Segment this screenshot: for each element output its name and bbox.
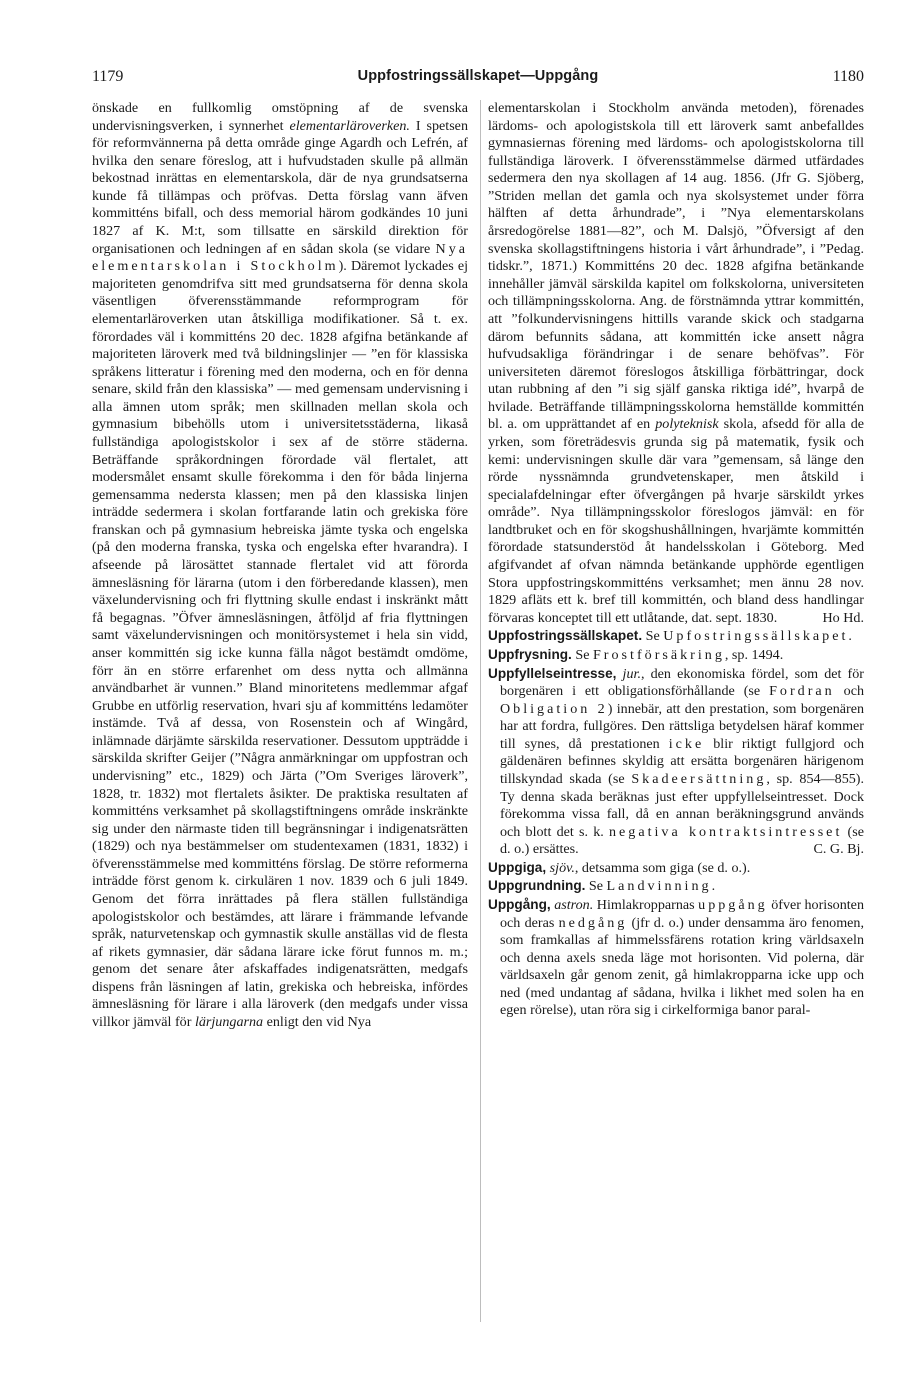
paragraph: [92, 100, 468, 1032]
text-run: , detsamma som giga (se d. o.).: [574, 859, 751, 876]
spaced-emphasis: uppgång: [698, 897, 768, 914]
text-run: elementarskolan i Stockholm använda metoden), förenades lärdoms- och apologistskola till ett läroverk samt anbefalldes gymnasiernas förening med lärdoms- och apologistskolorna till fullständiga läroverk. I öfverensstämmelse därmed utfärdades sedermera den nya skollagen af 14 aug. 1856. (Jfr G. Sjöberg, ”Striden mellan det gamla och nya skolsystemet under förra hälften af detta århundrade”, i ”Nya elementarskolans årsredogörelse 1881—82”, och M. Dalsjö, ”Öfversigt af den svenska skollagstiftningens historia i vårt århundrade”, i ”Pedag. tidskr.”, 1871.) Kommitténs 20 dec. 1828 afgifna betänkande innehåller jämväl särskilda kapitel om folkskolorna, universiteten och tillämpningsskolorna. Ang. de förstnämnda yttrar kommittén, att ”folkundervisningens hittills varande skick och stadgarna därom befunnits sådana, att kommittén icke ansett några hufvudsakliga förändringar i de senare behöfvas”. För universiteten däremot föreslogos åtskilliga förbättringar, dock utan rubbning af den ”i sig själf ganska riktiga idé”, hvarpå de hvilade. Beträffande tillämpningsskolorna hemställde kommittén bl. a. om upprättandet af en: [488, 100, 864, 433]
entry-headword: Uppgång,: [488, 897, 551, 913]
italic-term: lärjungarna: [194, 1014, 264, 1031]
text-run: öfver horisonten och deras: [500, 897, 864, 931]
spaced-emphasis: icke: [668, 735, 705, 752]
text-run: skola, afsedd för alla de yrken, som företrädesvis grunda sig på matematik, fysik och kemi: undervisningen skulle där vara ”gemensam, så länge den rörde nyssnämnda grundvetenskaper, men åtskild i specialafdelningar efter öfvergången på hvarje särskildt yrkes område”. Nya tillämpningsskolor föreslogos jämväl: en för landtbruket och en för skogshushållningen, hvarjämte kommittén förordade statsunderstöd åt handelsskolan i Göteborg. Med afgifvandet af ofvan nämnda betänkande upphörde egentligen Stora uppfostringskommitténs verksamhet; men ännu 28 nov. 1829 afläts ett k. bref till kommittén, och bland dess handlingar förvaras konceptet till ett utlåtande, dat. sept. 1830.: [488, 416, 864, 626]
italic-term: elementarläroverken.: [289, 117, 410, 134]
text-run: (se d. o.) ersättes.: [500, 823, 864, 858]
spaced-reference: Nya elementarskolan i Stockholm: [92, 240, 468, 275]
spaced-reference: Skadeersättning: [631, 770, 767, 787]
text-run: (jfr d. o.) under densamma äro fenomen, som framkallas af himmelssfärens rotation kring världsaxeln och denna axels sneda läge mot horisonten. Vid polerna, där världsaxeln går genom zenit, gå himlakropparna icke upp och ned (med undantag af sådana, hvilka i likhet med solen ha en egen rörelse), utan röra sig i cirkelformiga banor paral-: [500, 914, 864, 1019]
spaced-reference: Landvinning: [606, 878, 712, 895]
text-run: Se: [585, 878, 607, 895]
spaced-reference: Upfostringssällskapet: [663, 628, 849, 645]
right-column: [488, 100, 864, 1020]
entry-uppfyllelseintresse: [488, 665, 864, 859]
entry-headword: Uppfyllelseintresse,: [488, 665, 617, 681]
spaced-emphasis: nedgång: [558, 914, 628, 931]
entry-headword: Uppgrundning.: [488, 878, 586, 894]
entry-headword: Uppgiga,: [488, 859, 547, 875]
text-run: .: [848, 628, 852, 645]
text-run: Se: [571, 646, 593, 663]
spaced-reference: negativa kontraktsintresset: [609, 823, 843, 840]
text-run: ) innebär, att den prestation, som borgenären har att fordra, fullgöres. Den rättsliga betydelsen häraf kommer till synes, då prestationen: [500, 700, 864, 752]
spaced-reference: Fordran: [769, 683, 835, 700]
text-run: , sp. 854—855). Ty denna skada beräknas just efter uppfyllelseintresset. Dock förekomma vissa fall, då en annan beräkningsgrund används och blott det s. k.: [500, 770, 864, 840]
text-run: Se: [642, 628, 664, 645]
entry-uppgiga: [488, 859, 864, 878]
spaced-reference: Obligation 2: [500, 700, 608, 717]
italic-term: polyteknisk: [655, 416, 719, 433]
text-run: blir riktigt fullgjord och gäldenären befinnes skyldig att ersätta borgenären härigenom tillskyndad skada (se: [500, 735, 864, 787]
text-run: Himlakropparnas: [593, 897, 699, 914]
text-run: och: [834, 683, 865, 700]
entry-uppgang: [488, 896, 864, 1020]
italic-term: jur.: [616, 665, 641, 682]
author-signature: Ho Hd.: [822, 609, 864, 626]
author-signature: C. G. Bj.: [813, 841, 864, 858]
italic-term: astron.: [550, 897, 594, 914]
text-run: enligt den vid Nya: [263, 1014, 372, 1031]
column-divider: [480, 100, 481, 1322]
text-run: ). Däremot lyckades ej majoriteten genomdrifva sitt med grundsatserna för denna skola väsentligen öfverensstämmande reformprogram för elementarläroverken utan åtskilliga modifikationer. Så t. ex. förordades väl i kommitténs 20 dec. 1828 afgifna betänkande af majoriteten läroverk med två bildningslinjer — ”en för klassiska språkens litteratur i förening med den moderna, och en för denna senare, skild från den klassiska” — med gemensam undervisning i alla ämnen utom språk; men skillnaden mellan skola och gymnasium bibehölls utom i universitetsstäderna, likaså fullständiga apologistskolor i sex af de större städerna. Beträffande språkordningen förordade väl flertalet, att modersmålet ensamt skulle förekomma i den för båda linjerna gemensamma nedersta klassen; men på den klassiska linjen inträdde sedermera i skolan fortfarande latin och grekiska före franskan och på gymnasium hebreiska jämte tyska och engelska (på den moderna franska, tyska och engelska efter hvarandra). I afseende på lärosättet stannade flertalet vid att förorda ämnesläsning för lärarna (utom i den förberedande klassen), men växelundervisning och fri flyttning skulle endast i inskränkt mått få begagnas. ”Öfver ämnesläsningen, åtföljd af fria flyttningen samt växelundervisningen och monitörsystemet i hela sin vidd, anser kommittén sig icke kunna fälla något bestämdt omdöme, förr än en större erfarenhet om dess nytta och allmänna användbarhet är vunnen.” Bland minoritetens medlemmar afgaf Grubbe en utförlig reservation, hvari sju af kommitténs ledamöter instämde. Två af dessa, von Rosenstein och af Wingård, inlämnade därjämte särskilda reservationer. Dessutom uppträdde i särskilda skrifter Geijer (”Några anmärkningar om uppfostran och undervisning” etc., 1829) och Järta (”Om Sveriges läroverk”, 1828, tr. 1832) mot flertalets åsikter. De praktiska resultaten af kommitténs verksamhet på skollagstiftningens område inskränkte sig under den närmaste tiden till begränsningar i indigenatsrätten (1829) och nya bestämmelser om studentexamen (1831, 1832) i öfverensstämmelse med kommitténs förslag. De större reformerna inträdde först genom k. cirkulären 1 nov. 1839 och 6 juli 1849. Genom det förra inrättades på flera ställen fullständiga apologistskolor och bestämdes, att lärare i främmande lefvande språk, naturvetenskap och gymnastik skulle anställas vid de flesta af rikets gymnasier, där sådana lärare icke förut funnos m. m.; genom det senare åter afskaffades indigenatsrätten, medgafs dispens från läsningen af latin, grekiska och hebreiska, infördes ämnesläsning för lärare i alla läroverk (den medgafs under vissa villkor jämväl för: [92, 258, 469, 1031]
text-run: I spetsen för reformvännerna på detta område ginge Agardh och Lefrén, af hvilka den senare föreslog, att i hufvudstaden skulle på allmän bekostnad inrättas en elementarskola, där de nya grundsatserna kunde få tillämpas och pröfvas. Detta förslag vann äfven kommitténs bifall, och dess memorial härom godkändes 10 juni 1827 af K. M:t, som tillsatte en särskild direktion för organisationen och ledningen af en sådan skola (se vidare: [92, 117, 468, 257]
left-column: [92, 100, 468, 1032]
page-header: [92, 68, 864, 92]
text-run: , den ekonomiska fördel, som det för borgenären i ett obligationsförhållande (se: [500, 665, 864, 700]
text-run: .: [711, 878, 716, 895]
page-number-left: 1179: [92, 68, 124, 85]
entry-headword: Uppfrysning.: [488, 646, 572, 662]
page-title: Uppfostringssällskapet—Uppgång: [357, 68, 599, 84]
entry-uppfrysning: [488, 646, 864, 665]
entry-uppgrundning: [488, 877, 864, 896]
text-run: , sp. 1494.: [724, 646, 784, 663]
spaced-reference: Frostförsäkring: [592, 646, 725, 663]
italic-term: sjöv.: [546, 859, 575, 876]
entry-headword: Uppfostringssällskapet.: [488, 628, 643, 644]
page-number-right: 1180: [832, 68, 864, 85]
entry-uppfostringssallskapet: [488, 627, 864, 646]
paragraph: [488, 100, 864, 627]
text-run: önskade en fullkomlig omstöpning af de svenska undervisningsverken, i synnerhet: [92, 100, 468, 134]
